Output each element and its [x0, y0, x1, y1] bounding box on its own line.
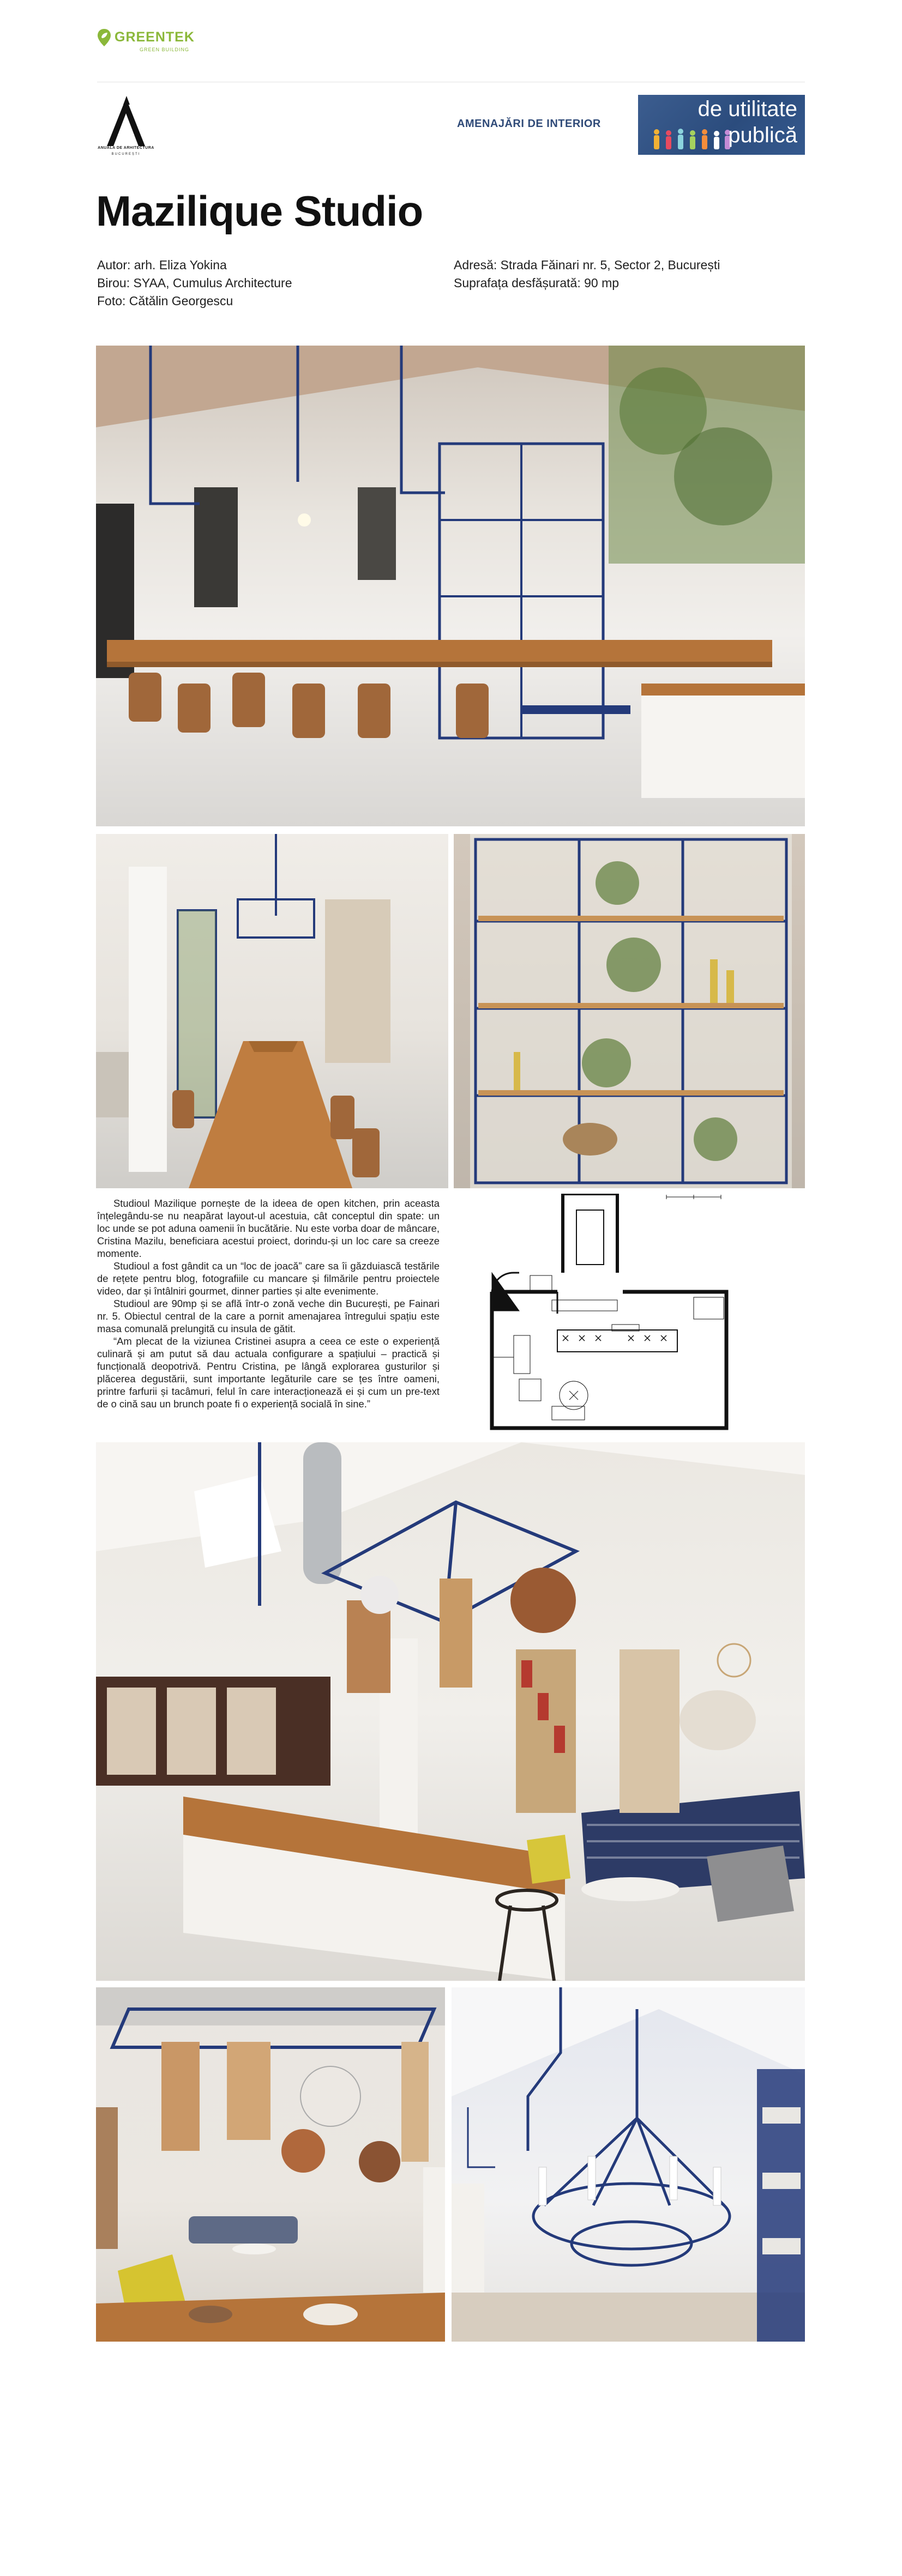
brand-name: GREENTEK	[115, 29, 195, 45]
banner-line2: publică	[728, 123, 797, 147]
body-paragraph: “Am plecat de la viziunea Cristinei asupra a ceea ce este o experiență culinară și am putut să dau actuala configurare a spațiului – practică și funcțională deopotrivă. Pentru Cristina, pe lângă explorarea gusturilor și plăcerea degustării, sunt importante legăturile care se țes între oameni, printre farfurii și tacâmuri, felul în care interacționează ei și cum un pre-text de o cină sau un brunch poate fi o experiență socială în sine.”	[97, 1335, 440, 1410]
banner-line1: de utilitate	[697, 97, 797, 121]
public-utility-banner[interactable]	[638, 95, 805, 155]
office-line: Birou: SYAA, Cumulus Architecture	[97, 276, 292, 290]
publisher-logo-line1: ANUALA DE ARHITECTURA	[98, 146, 154, 150]
body-paragraph: Studioul Mazilique pornește de la ideea de open kitchen, prin aceasta înțelegându-se nu neapărat layout-ul acestuia, cât conceptul din spate: un loc unde se pot aduna oamenii în bucătărie. Nu este vorba doar de mâncare, Cristina Mazilu, beneficiara acestui proiect, dorindu-și un loc care sa creeze momente.	[97, 1198, 440, 1259]
brand-subtitle: GREEN BUILDING	[140, 47, 190, 52]
floor-plan-drawing	[486, 1194, 743, 1434]
photo-kitchen-island	[96, 1442, 805, 1981]
body-paragraph: Studioul a fost gândit ca un “loc de joacă” care sa îi găzduiască testările de rețete pentru blog, fotografiile cu mancare și filmările pentru proiectele video, dar și întâlniri gourmet, dinner parties și alte evenimente.	[97, 1260, 440, 1297]
photo-chandelier	[452, 1987, 805, 2342]
leaf-pin-icon	[97, 28, 111, 47]
author-line: Autor: arh. Eliza Yokina	[97, 258, 227, 272]
body-paragraph: Studioul are 90mp și se află într-o zonă veche din București, pe Fainari nr. 5. Obiectul central de la care a pornit amenajarea întregului spațiu este masa comunală prelungită cu insula de gătit.	[97, 1298, 440, 1334]
people-icon	[651, 128, 733, 152]
page-title: Mazilique Studio	[96, 187, 423, 235]
article-body	[97, 1197, 440, 1410]
photo-dining-room	[96, 346, 805, 826]
greentek-logo[interactable]	[97, 27, 206, 60]
area-line: Suprafața desfășurată: 90 mp	[454, 276, 620, 290]
photo-hanging-pots	[96, 1987, 445, 2342]
photo-long-table	[96, 834, 448, 1188]
project-details	[454, 256, 720, 292]
publisher-logo-line2: BUCUREȘTI	[111, 153, 141, 156]
section-label[interactable]: AMENAJĂRI DE INTERIOR	[457, 118, 601, 130]
photo-credit-line: Foto: Cătălin Georgescu	[97, 294, 233, 308]
address-line: Adresă: Strada Făinari nr. 5, Sector 2, București	[454, 258, 720, 272]
photo-metal-shelving	[454, 834, 805, 1188]
project-credits	[97, 256, 292, 310]
